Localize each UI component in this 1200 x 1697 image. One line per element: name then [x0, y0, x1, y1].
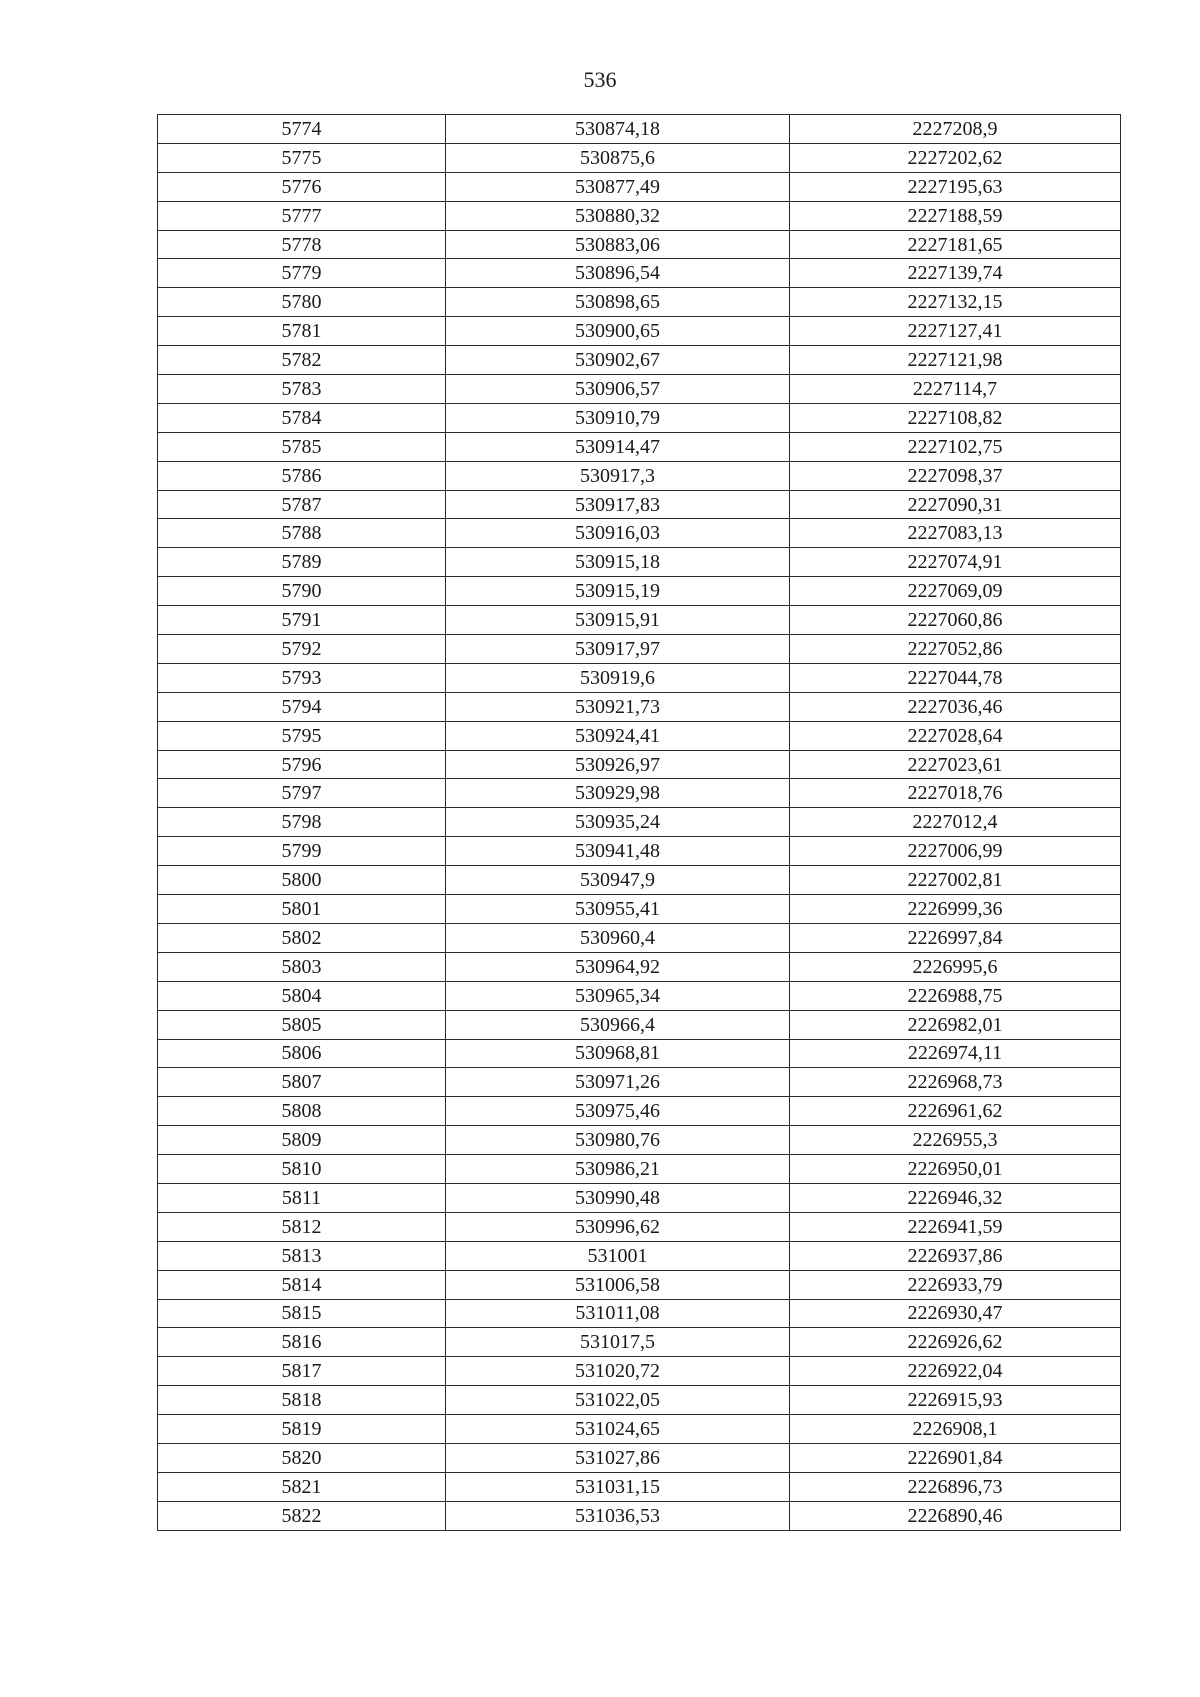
table-row — [158, 317, 1121, 346]
table-row — [158, 1501, 1121, 1530]
x-coordinate-cell: 530917,97 — [446, 635, 790, 664]
table-row — [158, 952, 1121, 981]
y-coordinate-cell: 2227023,61 — [790, 750, 1121, 779]
table-row — [158, 663, 1121, 692]
point-number-cell: 5804 — [158, 981, 446, 1010]
y-coordinate-cell: 2227208,9 — [790, 115, 1121, 144]
point-number-cell: 5776 — [158, 172, 446, 201]
table-row — [158, 1212, 1121, 1241]
y-coordinate-cell: 2226926,62 — [790, 1328, 1121, 1357]
y-coordinate-cell: 2226937,86 — [790, 1241, 1121, 1270]
x-coordinate-cell: 530915,91 — [446, 606, 790, 635]
point-number-cell: 5806 — [158, 1039, 446, 1068]
point-number-cell: 5810 — [158, 1155, 446, 1184]
x-coordinate-cell: 531020,72 — [446, 1357, 790, 1386]
y-coordinate-cell: 2226896,73 — [790, 1472, 1121, 1501]
point-number-cell: 5791 — [158, 606, 446, 635]
table-row — [158, 375, 1121, 404]
x-coordinate-cell: 530990,48 — [446, 1183, 790, 1212]
table-row — [158, 1068, 1121, 1097]
y-coordinate-cell: 2227181,65 — [790, 230, 1121, 259]
x-coordinate-cell: 530880,32 — [446, 201, 790, 230]
x-coordinate-cell: 530875,6 — [446, 143, 790, 172]
y-coordinate-cell: 2226930,47 — [790, 1299, 1121, 1328]
y-coordinate-cell: 2226982,01 — [790, 1010, 1121, 1039]
x-coordinate-cell: 530877,49 — [446, 172, 790, 201]
y-coordinate-cell: 2227052,86 — [790, 635, 1121, 664]
point-number-cell: 5803 — [158, 952, 446, 981]
x-coordinate-cell: 530926,97 — [446, 750, 790, 779]
table-row — [158, 866, 1121, 895]
y-coordinate-cell: 2227202,62 — [790, 143, 1121, 172]
table-row — [158, 635, 1121, 664]
table-row — [158, 519, 1121, 548]
y-coordinate-cell: 2226961,62 — [790, 1097, 1121, 1126]
table-row — [158, 1357, 1121, 1386]
x-coordinate-cell: 530980,76 — [446, 1126, 790, 1155]
point-number-cell: 5809 — [158, 1126, 446, 1155]
x-coordinate-cell: 530947,9 — [446, 866, 790, 895]
table-row — [158, 201, 1121, 230]
table-row — [158, 143, 1121, 172]
x-coordinate-cell: 530935,24 — [446, 808, 790, 837]
point-number-cell: 5821 — [158, 1472, 446, 1501]
x-coordinate-cell: 531022,05 — [446, 1386, 790, 1415]
point-number-cell: 5808 — [158, 1097, 446, 1126]
x-coordinate-cell: 530924,41 — [446, 721, 790, 750]
table-row — [158, 432, 1121, 461]
point-number-cell: 5805 — [158, 1010, 446, 1039]
point-number-cell: 5789 — [158, 548, 446, 577]
table-row — [158, 577, 1121, 606]
table-row — [158, 1328, 1121, 1357]
y-coordinate-cell: 2227060,86 — [790, 606, 1121, 635]
point-number-cell: 5820 — [158, 1443, 446, 1472]
y-coordinate-cell: 2226999,36 — [790, 895, 1121, 924]
point-number-cell: 5798 — [158, 808, 446, 837]
table-row — [158, 1386, 1121, 1415]
table-row — [158, 1039, 1121, 1068]
table-row — [158, 1183, 1121, 1212]
x-coordinate-cell: 530929,98 — [446, 779, 790, 808]
y-coordinate-cell: 2226922,04 — [790, 1357, 1121, 1386]
y-coordinate-cell: 2227121,98 — [790, 346, 1121, 375]
x-coordinate-cell: 531031,15 — [446, 1472, 790, 1501]
point-number-cell: 5795 — [158, 721, 446, 750]
y-coordinate-cell: 2227195,63 — [790, 172, 1121, 201]
x-coordinate-cell: 530917,3 — [446, 461, 790, 490]
point-number-cell: 5813 — [158, 1241, 446, 1270]
table-row — [158, 172, 1121, 201]
y-coordinate-cell: 2227006,99 — [790, 837, 1121, 866]
point-number-cell: 5780 — [158, 288, 446, 317]
y-coordinate-cell: 2227132,15 — [790, 288, 1121, 317]
point-number-cell: 5790 — [158, 577, 446, 606]
point-number-cell: 5778 — [158, 230, 446, 259]
y-coordinate-cell: 2227102,75 — [790, 432, 1121, 461]
y-coordinate-cell: 2226955,3 — [790, 1126, 1121, 1155]
table-row — [158, 895, 1121, 924]
x-coordinate-cell: 530975,46 — [446, 1097, 790, 1126]
table-row — [158, 230, 1121, 259]
table-row — [158, 548, 1121, 577]
x-coordinate-cell: 531011,08 — [446, 1299, 790, 1328]
x-coordinate-cell: 530915,19 — [446, 577, 790, 606]
y-coordinate-cell: 2227002,81 — [790, 866, 1121, 895]
table-row — [158, 259, 1121, 288]
y-coordinate-cell: 2226915,93 — [790, 1386, 1121, 1415]
y-coordinate-cell: 2227044,78 — [790, 663, 1121, 692]
table-row — [158, 1241, 1121, 1270]
coordinates-table — [157, 114, 1121, 1531]
table-row — [158, 692, 1121, 721]
x-coordinate-cell: 530921,73 — [446, 692, 790, 721]
point-number-cell: 5793 — [158, 663, 446, 692]
point-number-cell: 5799 — [158, 837, 446, 866]
y-coordinate-cell: 2227108,82 — [790, 403, 1121, 432]
point-number-cell: 5814 — [158, 1270, 446, 1299]
x-coordinate-cell: 531036,53 — [446, 1501, 790, 1530]
table-row — [158, 808, 1121, 837]
point-number-cell: 5822 — [158, 1501, 446, 1530]
x-coordinate-cell: 530914,47 — [446, 432, 790, 461]
x-coordinate-cell: 530902,67 — [446, 346, 790, 375]
table-row — [158, 1097, 1121, 1126]
table-row — [158, 1415, 1121, 1444]
x-coordinate-cell: 530971,26 — [446, 1068, 790, 1097]
x-coordinate-cell: 530906,57 — [446, 375, 790, 404]
point-number-cell: 5811 — [158, 1183, 446, 1212]
x-coordinate-cell: 530955,41 — [446, 895, 790, 924]
y-coordinate-cell: 2227127,41 — [790, 317, 1121, 346]
x-coordinate-cell: 530941,48 — [446, 837, 790, 866]
y-coordinate-cell: 2227069,09 — [790, 577, 1121, 606]
point-number-cell: 5788 — [158, 519, 446, 548]
x-coordinate-cell: 530898,65 — [446, 288, 790, 317]
table-row — [158, 288, 1121, 317]
x-coordinate-cell: 530986,21 — [446, 1155, 790, 1184]
point-number-cell: 5787 — [158, 490, 446, 519]
point-number-cell: 5812 — [158, 1212, 446, 1241]
table-row — [158, 837, 1121, 866]
point-number-cell: 5779 — [158, 259, 446, 288]
page-number: 536 — [583, 67, 617, 92]
x-coordinate-cell: 530960,4 — [446, 923, 790, 952]
point-number-cell: 5802 — [158, 923, 446, 952]
y-coordinate-cell: 2227028,64 — [790, 721, 1121, 750]
y-coordinate-cell: 2227188,59 — [790, 201, 1121, 230]
x-coordinate-cell: 530964,92 — [446, 952, 790, 981]
y-coordinate-cell: 2226901,84 — [790, 1443, 1121, 1472]
point-number-cell: 5775 — [158, 143, 446, 172]
point-number-cell: 5801 — [158, 895, 446, 924]
table-row — [158, 923, 1121, 952]
x-coordinate-cell: 530915,18 — [446, 548, 790, 577]
point-number-cell: 5777 — [158, 201, 446, 230]
x-coordinate-cell: 530996,62 — [446, 1212, 790, 1241]
table-row — [158, 1155, 1121, 1184]
y-coordinate-cell: 2227098,37 — [790, 461, 1121, 490]
x-coordinate-cell: 530896,54 — [446, 259, 790, 288]
table-row — [158, 1443, 1121, 1472]
y-coordinate-cell: 2227018,76 — [790, 779, 1121, 808]
y-coordinate-cell: 2226995,6 — [790, 952, 1121, 981]
table-row — [158, 1472, 1121, 1501]
point-number-cell: 5774 — [158, 115, 446, 144]
point-number-cell: 5816 — [158, 1328, 446, 1357]
point-number-cell: 5807 — [158, 1068, 446, 1097]
y-coordinate-cell: 2226933,79 — [790, 1270, 1121, 1299]
table-row — [158, 750, 1121, 779]
x-coordinate-cell: 530917,83 — [446, 490, 790, 519]
point-number-cell: 5796 — [158, 750, 446, 779]
x-coordinate-cell: 530966,4 — [446, 1010, 790, 1039]
point-number-cell: 5815 — [158, 1299, 446, 1328]
y-coordinate-cell: 2226941,59 — [790, 1212, 1121, 1241]
y-coordinate-cell: 2226968,73 — [790, 1068, 1121, 1097]
table-row — [158, 346, 1121, 375]
y-coordinate-cell: 2227090,31 — [790, 490, 1121, 519]
table-row — [158, 461, 1121, 490]
point-number-cell: 5783 — [158, 375, 446, 404]
point-number-cell: 5786 — [158, 461, 446, 490]
y-coordinate-cell: 2226946,32 — [790, 1183, 1121, 1212]
table-row — [158, 981, 1121, 1010]
x-coordinate-cell: 530968,81 — [446, 1039, 790, 1068]
x-coordinate-cell: 530910,79 — [446, 403, 790, 432]
point-number-cell: 5782 — [158, 346, 446, 375]
y-coordinate-cell: 2226890,46 — [790, 1501, 1121, 1530]
x-coordinate-cell: 531017,5 — [446, 1328, 790, 1357]
y-coordinate-cell: 2226974,11 — [790, 1039, 1121, 1068]
x-coordinate-cell: 531006,58 — [446, 1270, 790, 1299]
point-number-cell: 5818 — [158, 1386, 446, 1415]
y-coordinate-cell: 2226988,75 — [790, 981, 1121, 1010]
point-number-cell: 5800 — [158, 866, 446, 895]
table-row — [158, 721, 1121, 750]
x-coordinate-cell: 530965,34 — [446, 981, 790, 1010]
y-coordinate-cell: 2227083,13 — [790, 519, 1121, 548]
table-row — [158, 115, 1121, 144]
x-coordinate-cell: 531027,86 — [446, 1443, 790, 1472]
table-row — [158, 606, 1121, 635]
point-number-cell: 5792 — [158, 635, 446, 664]
y-coordinate-cell: 2226908,1 — [790, 1415, 1121, 1444]
x-coordinate-cell: 531001 — [446, 1241, 790, 1270]
point-number-cell: 5817 — [158, 1357, 446, 1386]
y-coordinate-cell: 2227036,46 — [790, 692, 1121, 721]
x-coordinate-cell: 530900,65 — [446, 317, 790, 346]
y-coordinate-cell: 2227139,74 — [790, 259, 1121, 288]
table-row — [158, 1270, 1121, 1299]
y-coordinate-cell: 2226950,01 — [790, 1155, 1121, 1184]
x-coordinate-cell: 530883,06 — [446, 230, 790, 259]
table-row — [158, 403, 1121, 432]
coordinates-table-body — [158, 115, 1121, 1531]
point-number-cell: 5784 — [158, 403, 446, 432]
x-coordinate-cell: 530916,03 — [446, 519, 790, 548]
table-row — [158, 1126, 1121, 1155]
x-coordinate-cell: 530874,18 — [446, 115, 790, 144]
y-coordinate-cell: 2227074,91 — [790, 548, 1121, 577]
point-number-cell: 5785 — [158, 432, 446, 461]
table-row — [158, 779, 1121, 808]
table-row — [158, 490, 1121, 519]
table-row — [158, 1299, 1121, 1328]
x-coordinate-cell: 530919,6 — [446, 663, 790, 692]
point-number-cell: 5797 — [158, 779, 446, 808]
y-coordinate-cell: 2227114,7 — [790, 375, 1121, 404]
point-number-cell: 5794 — [158, 692, 446, 721]
point-number-cell: 5781 — [158, 317, 446, 346]
y-coordinate-cell: 2227012,4 — [790, 808, 1121, 837]
x-coordinate-cell: 531024,65 — [446, 1415, 790, 1444]
table-row — [158, 1010, 1121, 1039]
y-coordinate-cell: 2226997,84 — [790, 923, 1121, 952]
point-number-cell: 5819 — [158, 1415, 446, 1444]
